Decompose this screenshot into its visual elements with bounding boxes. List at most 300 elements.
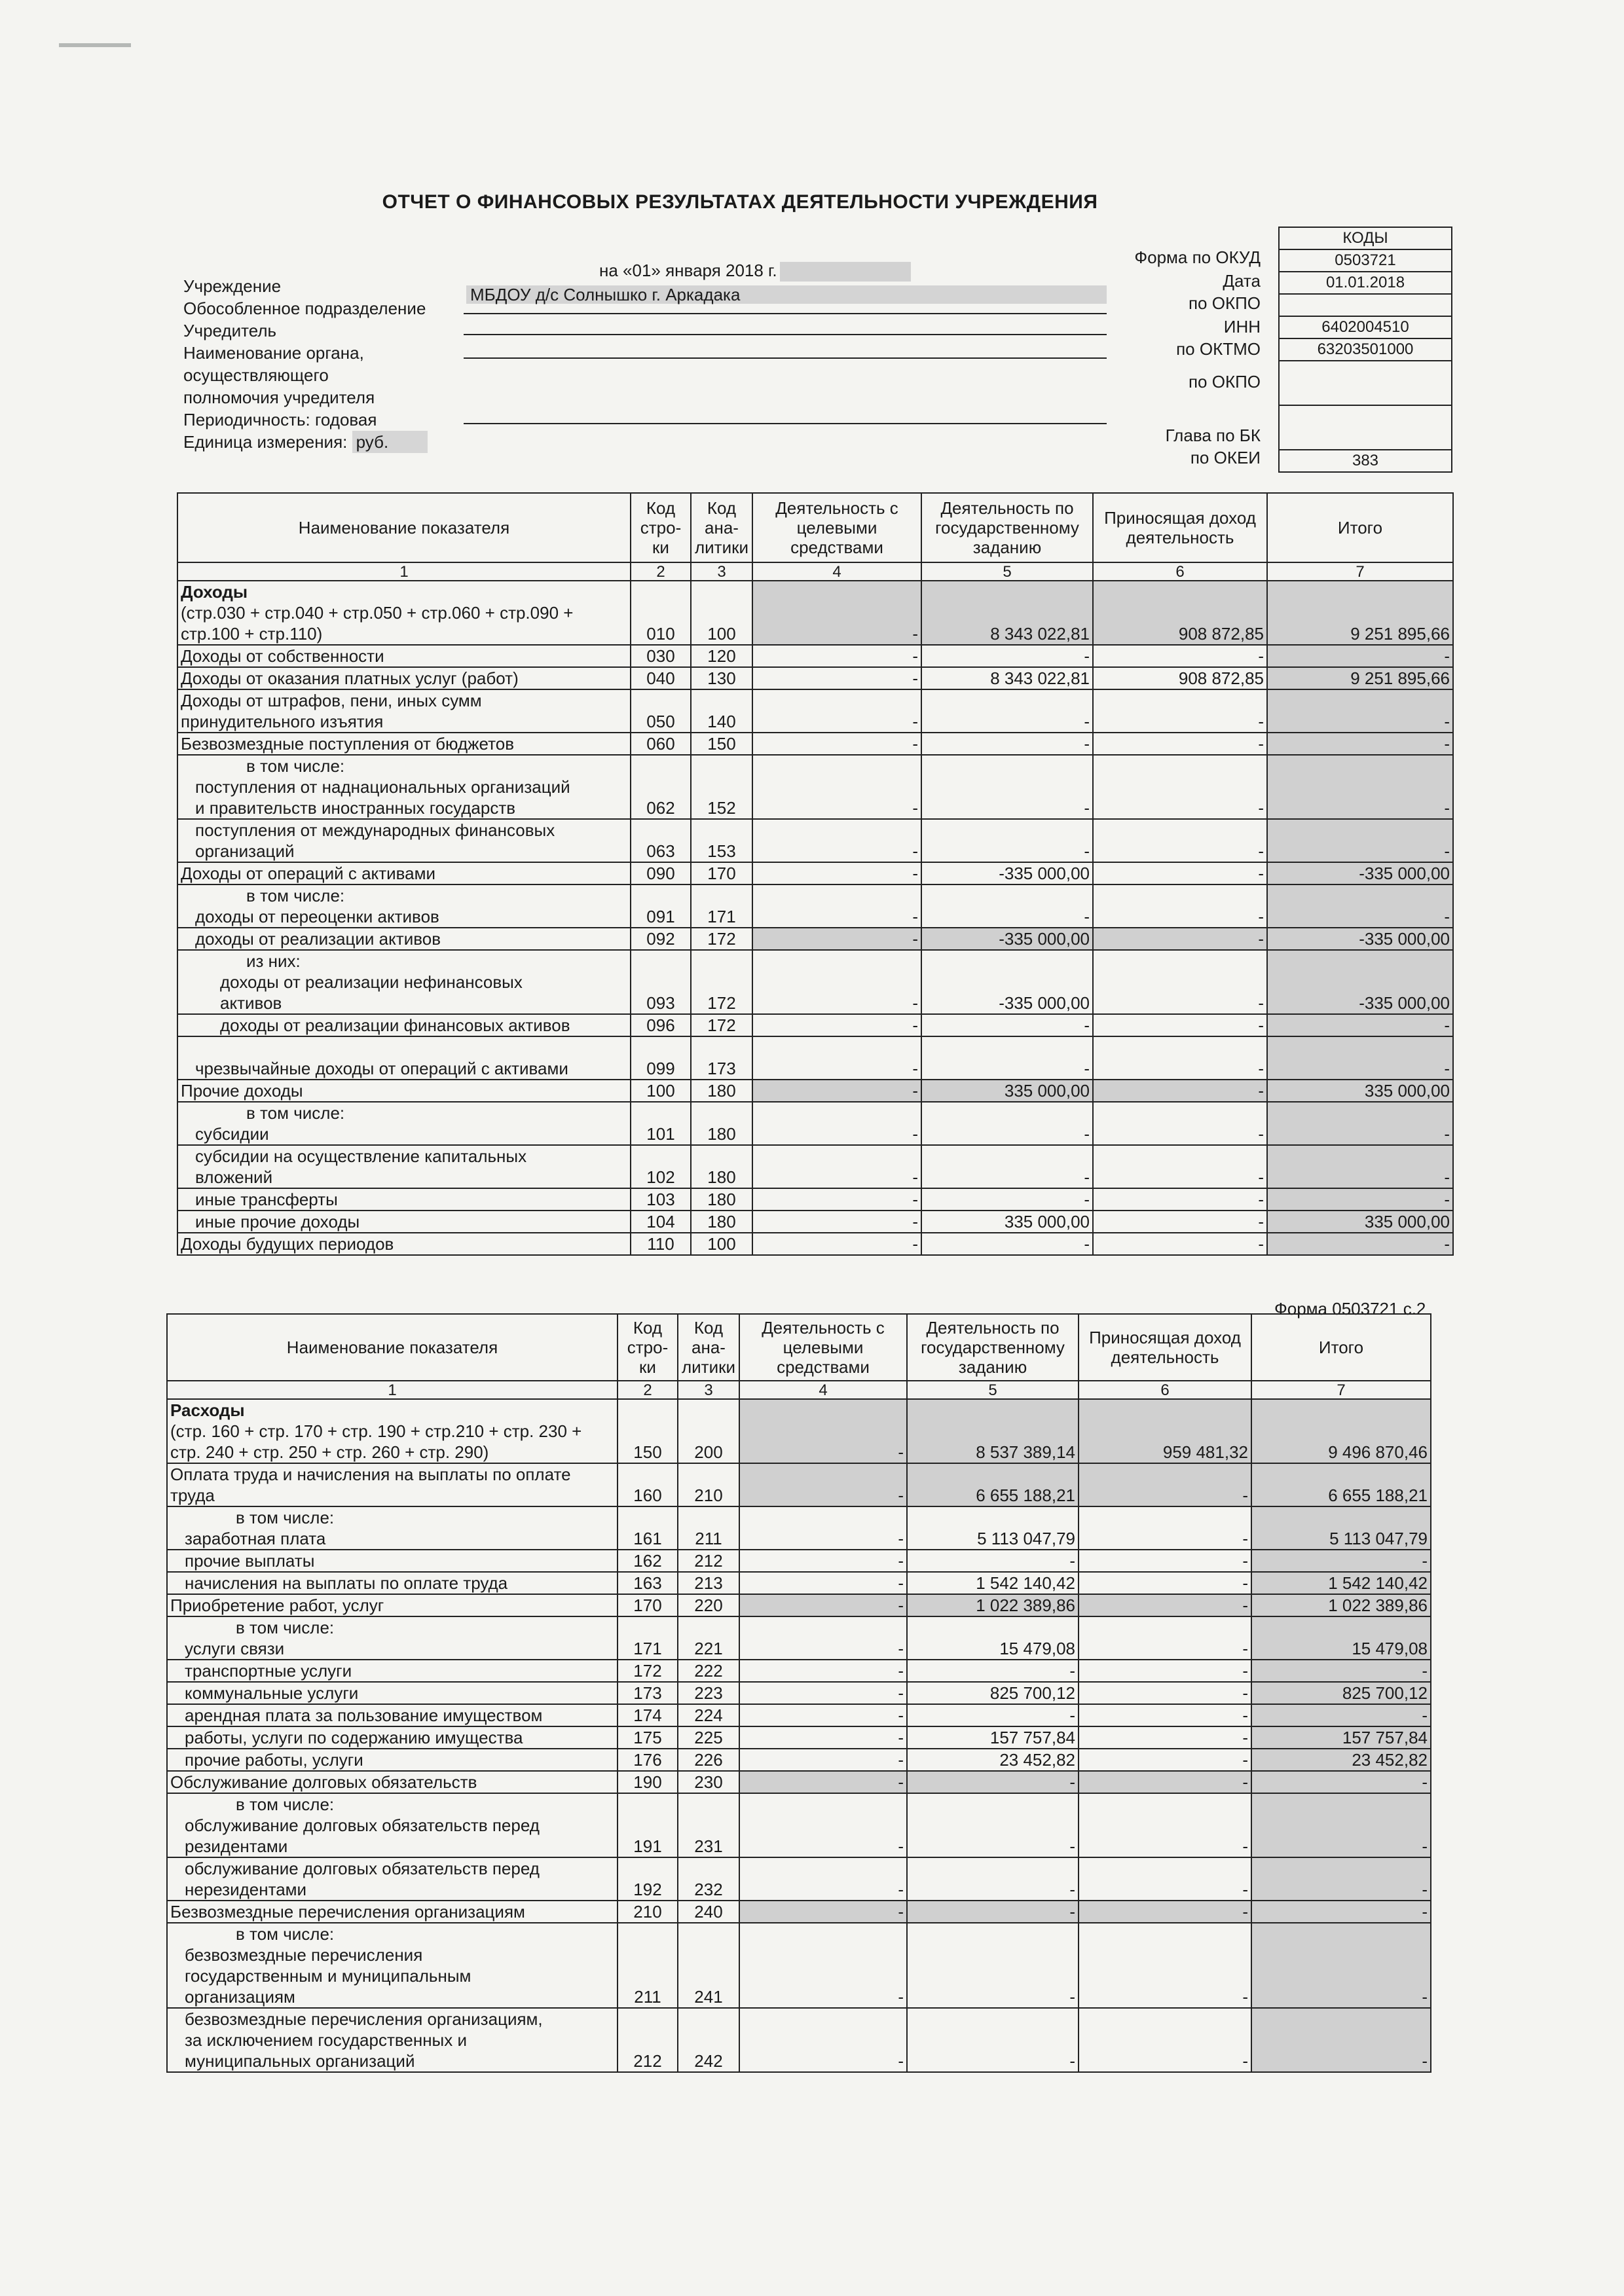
- value-state-task: 6 655 188,21: [907, 1463, 1079, 1506]
- col-num-2: 2: [631, 562, 691, 581]
- row-code: 101: [631, 1102, 691, 1145]
- value-total: 9 251 895,66: [1267, 581, 1453, 645]
- value-income-activity: -: [1079, 1771, 1251, 1793]
- row-code: 172: [618, 1660, 678, 1682]
- code-okei: 383: [1279, 450, 1452, 472]
- value-total: -: [1267, 1102, 1453, 1145]
- col-target-header: [752, 493, 921, 562]
- unit-row: [183, 431, 428, 453]
- value-total: 23 452,82: [1251, 1749, 1431, 1771]
- col-code-line-3: ки: [652, 538, 669, 557]
- row-name-line: коммунальные услуги: [185, 1683, 359, 1703]
- value-target-funds: -: [752, 1102, 921, 1145]
- row-name-line: Доходы от штрафов, пени, иных сумм: [181, 691, 482, 710]
- value-total: -: [1267, 884, 1453, 928]
- row-code: 162: [618, 1550, 678, 1572]
- table-row: [167, 1550, 1431, 1572]
- row-name-line: принудительного изъятия: [181, 712, 384, 731]
- value-target-funds: -: [739, 1901, 907, 1923]
- row-name-line: услуги связи: [185, 1639, 285, 1658]
- col-total-header: Итого: [1267, 493, 1453, 562]
- col-target-line-2: целевыми: [796, 518, 877, 538]
- row-name-line: вложений: [195, 1167, 273, 1187]
- row-analytics-code: 240: [678, 1901, 739, 1923]
- value-income-activity: -: [1079, 1550, 1251, 1572]
- col-anal-header: [678, 1314, 739, 1381]
- value-target-funds: -: [739, 2008, 907, 2072]
- value-target-funds: -: [739, 1771, 907, 1793]
- value-income-activity: -: [1079, 1704, 1251, 1726]
- row-name-line: доходы от реализации нефинансовых: [220, 972, 523, 992]
- codes-header: КОДЫ: [1279, 227, 1452, 249]
- value-target-funds: -: [739, 1660, 907, 1682]
- underline-institution: [464, 313, 1107, 314]
- row-name-line: Доходы будущих периодов: [181, 1234, 394, 1254]
- col-num-1: 1: [167, 1381, 618, 1399]
- value-state-task: 15 479,08: [907, 1616, 1079, 1660]
- expense-table: [166, 1313, 1431, 2073]
- value-state-task: -: [921, 1014, 1093, 1036]
- col-state-header: [907, 1314, 1079, 1381]
- row-code: 091: [631, 884, 691, 928]
- table-row: [167, 1572, 1431, 1594]
- col-code-header: [631, 493, 691, 562]
- col-num-2: 2: [618, 1381, 678, 1399]
- row-code: 010: [631, 581, 691, 645]
- value-income-activity: 959 481,32: [1079, 1399, 1251, 1463]
- value-state-task: 335 000,00: [921, 1211, 1093, 1233]
- row-name-line: стр. 240 + стр. 250 + стр. 260 + стр. 290): [170, 1442, 489, 1462]
- value-state-task: 8 343 022,81: [921, 667, 1093, 689]
- value-total: 1 542 140,42: [1251, 1572, 1431, 1594]
- col-target-line-2: целевыми: [783, 1338, 864, 1357]
- col-target-line-1: Деятельность с: [762, 1318, 885, 1338]
- value-income-activity: -: [1093, 1145, 1267, 1188]
- value-income-activity: -: [1079, 1572, 1251, 1594]
- value-target-funds: -: [739, 1793, 907, 1857]
- col-income-line-2: деятельность: [1126, 528, 1234, 547]
- value-state-task: 8 343 022,81: [921, 581, 1093, 645]
- row-code: 175: [618, 1726, 678, 1749]
- row-name-line: Обслуживание долговых обязательств: [170, 1772, 477, 1792]
- row-name: [167, 1857, 618, 1901]
- value-total: 9 496 870,46: [1251, 1399, 1431, 1463]
- row-name-line: начисления на выплаты по оплате труда: [185, 1573, 508, 1593]
- row-name-line: доходы от переоценки активов: [195, 907, 439, 926]
- row-code: 063: [631, 819, 691, 862]
- value-target-funds: -: [752, 1211, 921, 1233]
- value-state-task: -: [907, 1901, 1079, 1923]
- row-code: 174: [618, 1704, 678, 1726]
- table-row: [167, 1506, 1431, 1550]
- row-name-line: обслуживание долговых обязательств перед: [185, 1815, 540, 1835]
- row-code: 100: [631, 1080, 691, 1102]
- row-analytics-code: 120: [691, 645, 752, 667]
- value-total: -: [1267, 819, 1453, 862]
- value-state-task: -: [921, 689, 1093, 733]
- row-code: 030: [631, 645, 691, 667]
- value-target-funds: -: [752, 1036, 921, 1080]
- table-row: [177, 884, 1453, 928]
- col-state-line-3: заданию: [958, 1357, 1027, 1377]
- row-analytics-code: 220: [678, 1594, 739, 1616]
- row-name-line: доходы от реализации финансовых активов: [220, 1015, 570, 1035]
- table-row: [167, 1923, 1431, 2008]
- row-name-line: доходы от реализации активов: [195, 929, 441, 949]
- row-name-line: иные прочие доходы: [195, 1212, 360, 1231]
- value-target-funds: -: [752, 689, 921, 733]
- code-glava-bk: [1279, 405, 1452, 450]
- code-label-inn: ИНН: [1223, 317, 1261, 337]
- row-analytics-code: 172: [691, 1014, 752, 1036]
- unit-label: Единица измерения:: [183, 432, 348, 452]
- row-name: [177, 1188, 631, 1211]
- value-income-activity: -: [1079, 1463, 1251, 1506]
- code-label-okpo: по ОКПО: [1188, 293, 1261, 313]
- table-row: [177, 950, 1453, 1014]
- income-table-body: [177, 581, 1453, 1255]
- col-target-line-1: Деятельность с: [775, 498, 898, 518]
- value-target-funds: -: [739, 1550, 907, 1572]
- table-row: [167, 1726, 1431, 1749]
- row-name-line: прочие выплаты: [185, 1551, 315, 1571]
- col-code-line-2: стро-: [640, 518, 682, 538]
- table-row: [167, 2008, 1431, 2072]
- report-title: ОТЧЕТ О ФИНАНСОВЫХ РЕЗУЛЬТАТАХ ДЕЯТЕЛЬНОСТИ УЧРЕЖДЕНИЯ: [382, 191, 1098, 213]
- row-code: 102: [631, 1145, 691, 1188]
- row-name-line: в том числе:: [236, 1924, 335, 1944]
- row-analytics-code: 210: [678, 1463, 739, 1506]
- value-target-funds: -: [752, 884, 921, 928]
- value-state-task: 825 700,12: [907, 1682, 1079, 1704]
- value-income-activity: -: [1093, 1036, 1267, 1080]
- row-analytics-code: 224: [678, 1704, 739, 1726]
- value-state-task: -: [921, 1188, 1093, 1211]
- value-total: -: [1251, 1923, 1431, 2008]
- code-okud: 0503721: [1279, 249, 1452, 272]
- row-name-line: арендная плата за пользование имуществом: [185, 1705, 543, 1725]
- value-target-funds: -: [739, 1923, 907, 2008]
- table-row: [177, 755, 1453, 819]
- value-total: -: [1267, 1233, 1453, 1255]
- value-income-activity: -: [1079, 1726, 1251, 1749]
- value-state-task: -335 000,00: [921, 950, 1093, 1014]
- value-state-task: -: [921, 1102, 1093, 1145]
- row-code: 093: [631, 950, 691, 1014]
- value-total: -: [1251, 1660, 1431, 1682]
- row-name-line: в том числе:: [236, 1795, 335, 1814]
- value-state-task: 1 542 140,42: [907, 1572, 1079, 1594]
- value-total: -335 000,00: [1267, 950, 1453, 1014]
- row-code: 050: [631, 689, 691, 733]
- row-analytics-code: 200: [678, 1399, 739, 1463]
- row-analytics-code: 223: [678, 1682, 739, 1704]
- row-name: [167, 1726, 618, 1749]
- value-state-task: -: [921, 819, 1093, 862]
- row-name: [177, 1145, 631, 1188]
- table-row: [167, 1616, 1431, 1660]
- col-anal-line-3: литики: [694, 538, 749, 557]
- col-num-6: 6: [1093, 562, 1267, 581]
- value-target-funds: -: [752, 1080, 921, 1102]
- table-row: [167, 1660, 1431, 1682]
- row-name: [167, 1682, 618, 1704]
- value-state-task: -: [907, 2008, 1079, 2072]
- value-state-task: -: [907, 1793, 1079, 1857]
- code-label-okpo-2: по ОКПО: [1188, 372, 1261, 392]
- value-income-activity: -: [1093, 1233, 1267, 1255]
- table-row: [167, 1682, 1431, 1704]
- value-target-funds: -: [739, 1749, 907, 1771]
- row-name: [177, 1080, 631, 1102]
- code-inn: 6402004510: [1279, 316, 1452, 338]
- value-target-funds: -: [739, 1463, 907, 1506]
- value-total: -: [1267, 1145, 1453, 1188]
- row-code: 160: [618, 1463, 678, 1506]
- value-income-activity: 908 872,85: [1093, 581, 1267, 645]
- row-analytics-code: 180: [691, 1188, 752, 1211]
- table-row: [177, 819, 1453, 862]
- organ-label-2: осуществляющего: [183, 365, 329, 385]
- col-code-header: [618, 1314, 678, 1381]
- value-target-funds: -: [752, 667, 921, 689]
- value-income-activity: -: [1079, 1616, 1251, 1660]
- value-state-task: -: [907, 1771, 1079, 1793]
- value-target-funds: -: [752, 1233, 921, 1255]
- col-code-line-3: ки: [639, 1357, 656, 1377]
- row-name-line: Оплата труда и начисления на выплаты по оплате: [170, 1465, 571, 1484]
- value-total: 335 000,00: [1267, 1080, 1453, 1102]
- value-target-funds: -: [752, 862, 921, 884]
- row-analytics-code: 172: [691, 950, 752, 1014]
- value-target-funds: -: [752, 581, 921, 645]
- row-name: [167, 1923, 618, 2008]
- col-income-line-2: деятельность: [1111, 1347, 1219, 1367]
- value-income-activity: -: [1079, 1506, 1251, 1550]
- row-name-line: в том числе:: [246, 886, 345, 905]
- value-state-task: -: [921, 1233, 1093, 1255]
- row-code: 060: [631, 733, 691, 755]
- value-total: -: [1267, 645, 1453, 667]
- row-name-line: государственным и муниципальным: [185, 1966, 471, 1986]
- header-labels: [183, 275, 428, 453]
- value-total: 6 655 188,21: [1251, 1463, 1431, 1506]
- value-income-activity: -: [1093, 1080, 1267, 1102]
- value-state-task: -: [907, 1923, 1079, 2008]
- code-label-oktmo: по ОКТМО: [1176, 339, 1261, 359]
- row-name-line: субсидии: [195, 1124, 269, 1144]
- table-row: [177, 733, 1453, 755]
- value-target-funds: -: [752, 755, 921, 819]
- row-analytics-code: 180: [691, 1080, 752, 1102]
- value-income-activity: 908 872,85: [1093, 667, 1267, 689]
- underline-founder: [464, 334, 1107, 335]
- value-total: 1 022 389,86: [1251, 1594, 1431, 1616]
- row-name: [167, 1616, 618, 1660]
- value-state-task: -335 000,00: [921, 928, 1093, 950]
- row-name-line: Доходы от оказания платных услуг (работ): [181, 668, 519, 688]
- row-analytics-code: 152: [691, 755, 752, 819]
- table-row: [177, 645, 1453, 667]
- value-state-task: -: [907, 1704, 1079, 1726]
- report-date-line: [599, 261, 911, 282]
- table-row: [177, 862, 1453, 884]
- row-name-line: резидентами: [185, 1836, 288, 1856]
- row-analytics-code: 130: [691, 667, 752, 689]
- row-code: 062: [631, 755, 691, 819]
- row-code: 192: [618, 1857, 678, 1901]
- value-income-activity: -: [1093, 862, 1267, 884]
- row-name-line: Доходы: [181, 582, 248, 602]
- value-income-activity: -: [1093, 689, 1267, 733]
- value-total: 335 000,00: [1267, 1211, 1453, 1233]
- col-target-line-3: средствами: [777, 1357, 870, 1377]
- table-row: [177, 1211, 1453, 1233]
- code-okpo: [1279, 294, 1452, 316]
- value-state-task: -: [921, 645, 1093, 667]
- value-target-funds: -: [752, 928, 921, 950]
- col-state-line-1: Деятельность по: [926, 1318, 1060, 1338]
- underline-periodicity: [464, 423, 1107, 424]
- col-name-header: Наименование показателя: [177, 493, 631, 562]
- row-analytics-code: 100: [691, 581, 752, 645]
- value-target-funds: -: [739, 1594, 907, 1616]
- table-row: [167, 1793, 1431, 1857]
- row-code: 212: [618, 2008, 678, 2072]
- col-code-line-1: Код: [633, 1318, 663, 1338]
- row-name: [167, 1506, 618, 1550]
- table-row: [177, 1233, 1453, 1255]
- table-row: [177, 581, 1453, 645]
- row-code: 110: [631, 1233, 691, 1255]
- row-name: [177, 1014, 631, 1036]
- row-name: [167, 1704, 618, 1726]
- table-row: [167, 1594, 1431, 1616]
- value-income-activity: -: [1093, 1102, 1267, 1145]
- value-income-activity: -: [1093, 733, 1267, 755]
- row-analytics-code: 211: [678, 1506, 739, 1550]
- income-table: [177, 492, 1454, 1256]
- row-name: [167, 1793, 618, 1857]
- row-name: [167, 1749, 618, 1771]
- value-state-task: 23 452,82: [907, 1749, 1079, 1771]
- code-label-date: Дата: [1223, 271, 1261, 291]
- row-name-line: в том числе:: [236, 1508, 335, 1527]
- code-okpo-2: [1279, 361, 1452, 405]
- row-analytics-code: 232: [678, 1857, 739, 1901]
- row-code: 191: [618, 1793, 678, 1857]
- organ-label-1: Наименование органа,: [183, 343, 364, 363]
- row-name-line: в том числе:: [246, 1103, 345, 1123]
- col-state-line-3: заданию: [972, 538, 1042, 557]
- col-anal-line-1: Код: [693, 1318, 724, 1338]
- value-total: -: [1267, 1036, 1453, 1080]
- col-state-line-1: Деятельность по: [940, 498, 1074, 518]
- row-name: [167, 1572, 618, 1594]
- row-name-line: иные трансферты: [195, 1190, 338, 1209]
- row-name-line: транспортные услуги: [185, 1661, 352, 1681]
- col-total-header: Итого: [1251, 1314, 1431, 1381]
- row-analytics-code: 153: [691, 819, 752, 862]
- row-code: 190: [618, 1771, 678, 1793]
- col-name-header: Наименование показателя: [167, 1314, 618, 1381]
- row-name-line: нерезидентами: [185, 1880, 307, 1899]
- value-total: -: [1267, 1014, 1453, 1036]
- col-state-line-2: государственному: [935, 518, 1079, 538]
- row-name: [177, 819, 631, 862]
- value-state-task: -: [907, 1857, 1079, 1901]
- row-name: [177, 884, 631, 928]
- row-name-line: [181, 1037, 627, 1058]
- value-total: -: [1251, 1550, 1431, 1572]
- col-anal-line-2: ана-: [705, 518, 739, 538]
- value-target-funds: -: [739, 1682, 907, 1704]
- value-total: -: [1267, 755, 1453, 819]
- row-name-line: муниципальных организаций: [185, 2051, 415, 2071]
- col-num-7: 7: [1267, 562, 1453, 581]
- value-state-task: -: [907, 1550, 1079, 1572]
- value-income-activity: -: [1079, 1857, 1251, 1901]
- row-name-line: (стр. 160 + стр. 170 + стр. 190 + стр.210 + стр. 230 +: [170, 1421, 582, 1441]
- expense-table-body: [167, 1399, 1431, 2072]
- row-analytics-code: 180: [691, 1145, 752, 1188]
- row-name: [177, 950, 631, 1014]
- unit-value: руб.: [352, 431, 428, 453]
- row-name-line: (стр.030 + стр.040 + стр.050 + стр.060 + стр.090 +: [181, 603, 574, 623]
- value-income-activity: -: [1093, 1014, 1267, 1036]
- value-target-funds: -: [739, 1616, 907, 1660]
- col-anal-line-1: Код: [707, 498, 737, 518]
- value-target-funds: -: [739, 1572, 907, 1594]
- value-target-funds: -: [752, 819, 921, 862]
- row-name: [167, 1463, 618, 1506]
- row-code: 040: [631, 667, 691, 689]
- value-state-task: 335 000,00: [921, 1080, 1093, 1102]
- value-total: -: [1251, 1857, 1431, 1901]
- col-num-4: 4: [739, 1381, 907, 1399]
- code-label-okud: Форма по ОКУД: [1134, 247, 1261, 267]
- row-code: 210: [618, 1901, 678, 1923]
- row-name: [167, 1550, 618, 1572]
- value-state-task: 5 113 047,79: [907, 1506, 1079, 1550]
- table-row: [177, 1036, 1453, 1080]
- value-income-activity: -: [1079, 1923, 1251, 2008]
- row-name-line: организациям: [185, 1987, 295, 2007]
- value-income-activity: -: [1093, 928, 1267, 950]
- value-total: 5 113 047,79: [1251, 1506, 1431, 1550]
- value-income-activity: -: [1079, 2008, 1251, 2072]
- table-row: [177, 1102, 1453, 1145]
- table-row: [167, 1771, 1431, 1793]
- value-total: -: [1251, 1901, 1431, 1923]
- col-num-5: 5: [907, 1381, 1079, 1399]
- row-name-line: Расходы: [170, 1400, 245, 1420]
- value-total: -: [1267, 733, 1453, 755]
- row-analytics-code: 140: [691, 689, 752, 733]
- column-numbers-row: [167, 1381, 1431, 1399]
- column-numbers-row: [177, 562, 1453, 581]
- value-target-funds: -: [739, 1726, 907, 1749]
- row-analytics-code: 222: [678, 1660, 739, 1682]
- institution-label: Учреждение: [183, 276, 282, 296]
- row-name-line: обслуживание долговых обязательств перед: [185, 1859, 540, 1878]
- row-name: [177, 733, 631, 755]
- row-name: [167, 1901, 618, 1923]
- row-name: [177, 645, 631, 667]
- row-name-line: активов: [220, 993, 282, 1013]
- value-total: -: [1251, 2008, 1431, 2072]
- table-row: [177, 667, 1453, 689]
